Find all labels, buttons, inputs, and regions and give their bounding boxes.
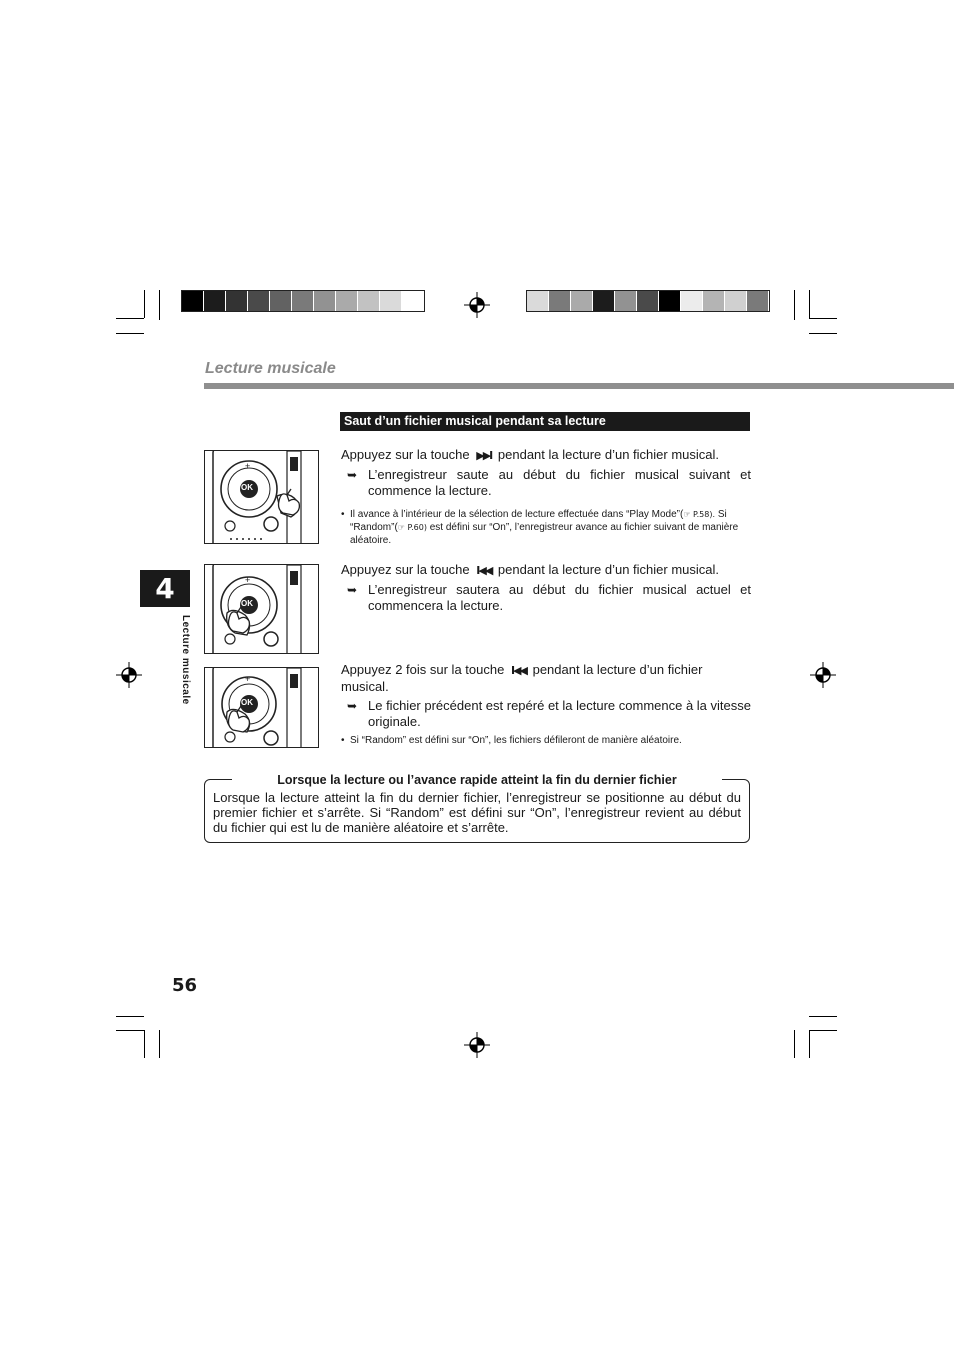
crop-mark bbox=[159, 290, 160, 320]
registration-mark-icon bbox=[810, 662, 836, 688]
step-instruction: Appuyez sur la touche I◀◀ pendant la lecture d’un fichier musical. bbox=[341, 562, 720, 577]
step-next-file bbox=[341, 447, 751, 547]
calibration-swatch bbox=[204, 291, 226, 311]
chapter-side-label: Lecture musicale bbox=[180, 615, 191, 705]
crop-mark bbox=[809, 1030, 810, 1058]
registration-mark-icon bbox=[464, 1032, 490, 1058]
crop-mark bbox=[794, 1030, 795, 1058]
color-calibration-bar-right bbox=[526, 290, 770, 312]
step-result: ➥ L’enregistreur saute au début du fichier musical suivant et commence la lecture. bbox=[347, 467, 751, 498]
calibration-swatch bbox=[659, 291, 681, 311]
calibration-swatch bbox=[336, 291, 358, 311]
crop-mark bbox=[116, 318, 144, 319]
calibration-swatch bbox=[248, 291, 270, 311]
crop-mark bbox=[809, 333, 837, 334]
crop-mark bbox=[809, 290, 810, 318]
hand-pointer-icon bbox=[225, 605, 253, 635]
calibration-swatch bbox=[637, 291, 659, 311]
calibration-swatch bbox=[270, 291, 292, 311]
calibration-swatch bbox=[358, 291, 380, 311]
device-illustration-previous-twice bbox=[204, 667, 319, 748]
plus-label: + bbox=[245, 674, 251, 684]
crop-mark bbox=[116, 1016, 144, 1017]
calibration-swatch bbox=[182, 291, 204, 311]
minus-label: − bbox=[245, 505, 251, 515]
calibration-swatch bbox=[593, 291, 615, 311]
step-previous-file bbox=[341, 662, 751, 747]
calibration-swatch bbox=[226, 291, 248, 311]
device-illustration-next bbox=[204, 450, 319, 544]
crop-mark bbox=[116, 1030, 144, 1031]
crop-mark bbox=[809, 1030, 837, 1031]
subsection-heading: Saut d’un fichier musical pendant sa lecture bbox=[340, 412, 750, 431]
result-arrow-icon: ➥ bbox=[347, 468, 358, 482]
page-number: 56 bbox=[172, 975, 198, 996]
calibration-swatch bbox=[571, 291, 593, 311]
step-note: • Si “Random” est défini sur “On”, les fichiers défileront de manière aléatoire. bbox=[341, 734, 751, 747]
calibration-swatch bbox=[615, 291, 637, 311]
info-box-title: Lorsque la lecture ou l’avance rapide atteint la fin du dernier fichier bbox=[232, 772, 722, 788]
next-button-glyph: ▶▶I bbox=[476, 449, 492, 462]
calibration-swatch bbox=[314, 291, 336, 311]
device-illustration-previous bbox=[204, 564, 319, 654]
hand-pointer-icon bbox=[275, 487, 303, 517]
step-instruction: Appuyez 2 fois sur la touche I◀◀ pendant la lecture d’un fichier musical. bbox=[341, 662, 703, 694]
calibration-swatch bbox=[747, 291, 769, 311]
calibration-swatch bbox=[681, 291, 703, 311]
step-current-file-start bbox=[341, 562, 751, 614]
step-instruction: Appuyez sur la touche ▶▶I pendant la lecture d’un fichier musical. bbox=[341, 447, 720, 462]
step-result: ➥ Le fichier précédent est repéré et la lecture commence à la vitesse originale. bbox=[347, 698, 751, 729]
chapter-tab: 4 bbox=[140, 570, 190, 607]
calibration-swatch bbox=[703, 291, 725, 311]
crop-mark bbox=[116, 333, 144, 334]
registration-mark-icon bbox=[464, 292, 490, 318]
calibration-swatch bbox=[725, 291, 747, 311]
color-calibration-bar-left bbox=[181, 290, 425, 312]
crop-mark bbox=[794, 290, 795, 320]
previous-button-glyph: I◀◀ bbox=[510, 664, 526, 677]
crop-mark bbox=[809, 318, 837, 319]
step-note: • Il avance à l’intérieur de la sélection de lecture effectuée dans “Play Mode”(☞ P.58). Si “Random”(☞ P.60) est défini sur “On”, l’enregistreur avance au fichier suivant de manière aléatoire. bbox=[341, 508, 751, 547]
calibration-swatch bbox=[527, 291, 549, 311]
ok-button-label: OK bbox=[241, 698, 253, 707]
crop-mark bbox=[159, 1030, 160, 1058]
result-arrow-icon: ➥ bbox=[347, 699, 358, 713]
step-result: ➥ L’enregistreur sautera au début du fichier musical actuel et commencera la lecture. bbox=[347, 582, 751, 613]
calibration-swatch bbox=[292, 291, 314, 311]
page-section-title: Lecture musicale bbox=[205, 360, 336, 377]
ok-button-label: OK bbox=[241, 599, 253, 608]
info-box-body: Lorsque la lecture atteint la fin du dernier fichier, l’enregistreur se positionne au début du premier fichier et s’arrête. Si “Random” est défini sur “On”, l’enregistreur revient au début du fichier qui est lu de manière aléatoire et s’arrête. bbox=[213, 790, 741, 835]
calibration-swatch bbox=[380, 291, 402, 311]
hand-pointer-icon bbox=[225, 704, 253, 734]
crop-mark bbox=[144, 1030, 145, 1058]
plus-label: + bbox=[245, 461, 251, 471]
header-rule bbox=[204, 383, 954, 389]
ok-button-label: OK bbox=[241, 483, 253, 492]
plus-label: + bbox=[245, 575, 251, 585]
previous-button-glyph: I◀◀ bbox=[476, 564, 492, 577]
crop-mark bbox=[809, 1016, 837, 1017]
crop-mark bbox=[144, 290, 145, 318]
calibration-swatch bbox=[549, 291, 571, 311]
registration-mark-icon bbox=[116, 662, 142, 688]
reference-hand-icon: ☞ P.58). bbox=[683, 510, 716, 519]
calibration-swatch bbox=[402, 291, 424, 311]
result-arrow-icon: ➥ bbox=[347, 583, 358, 597]
reference-hand-icon: ☞ P.60) bbox=[397, 523, 427, 532]
